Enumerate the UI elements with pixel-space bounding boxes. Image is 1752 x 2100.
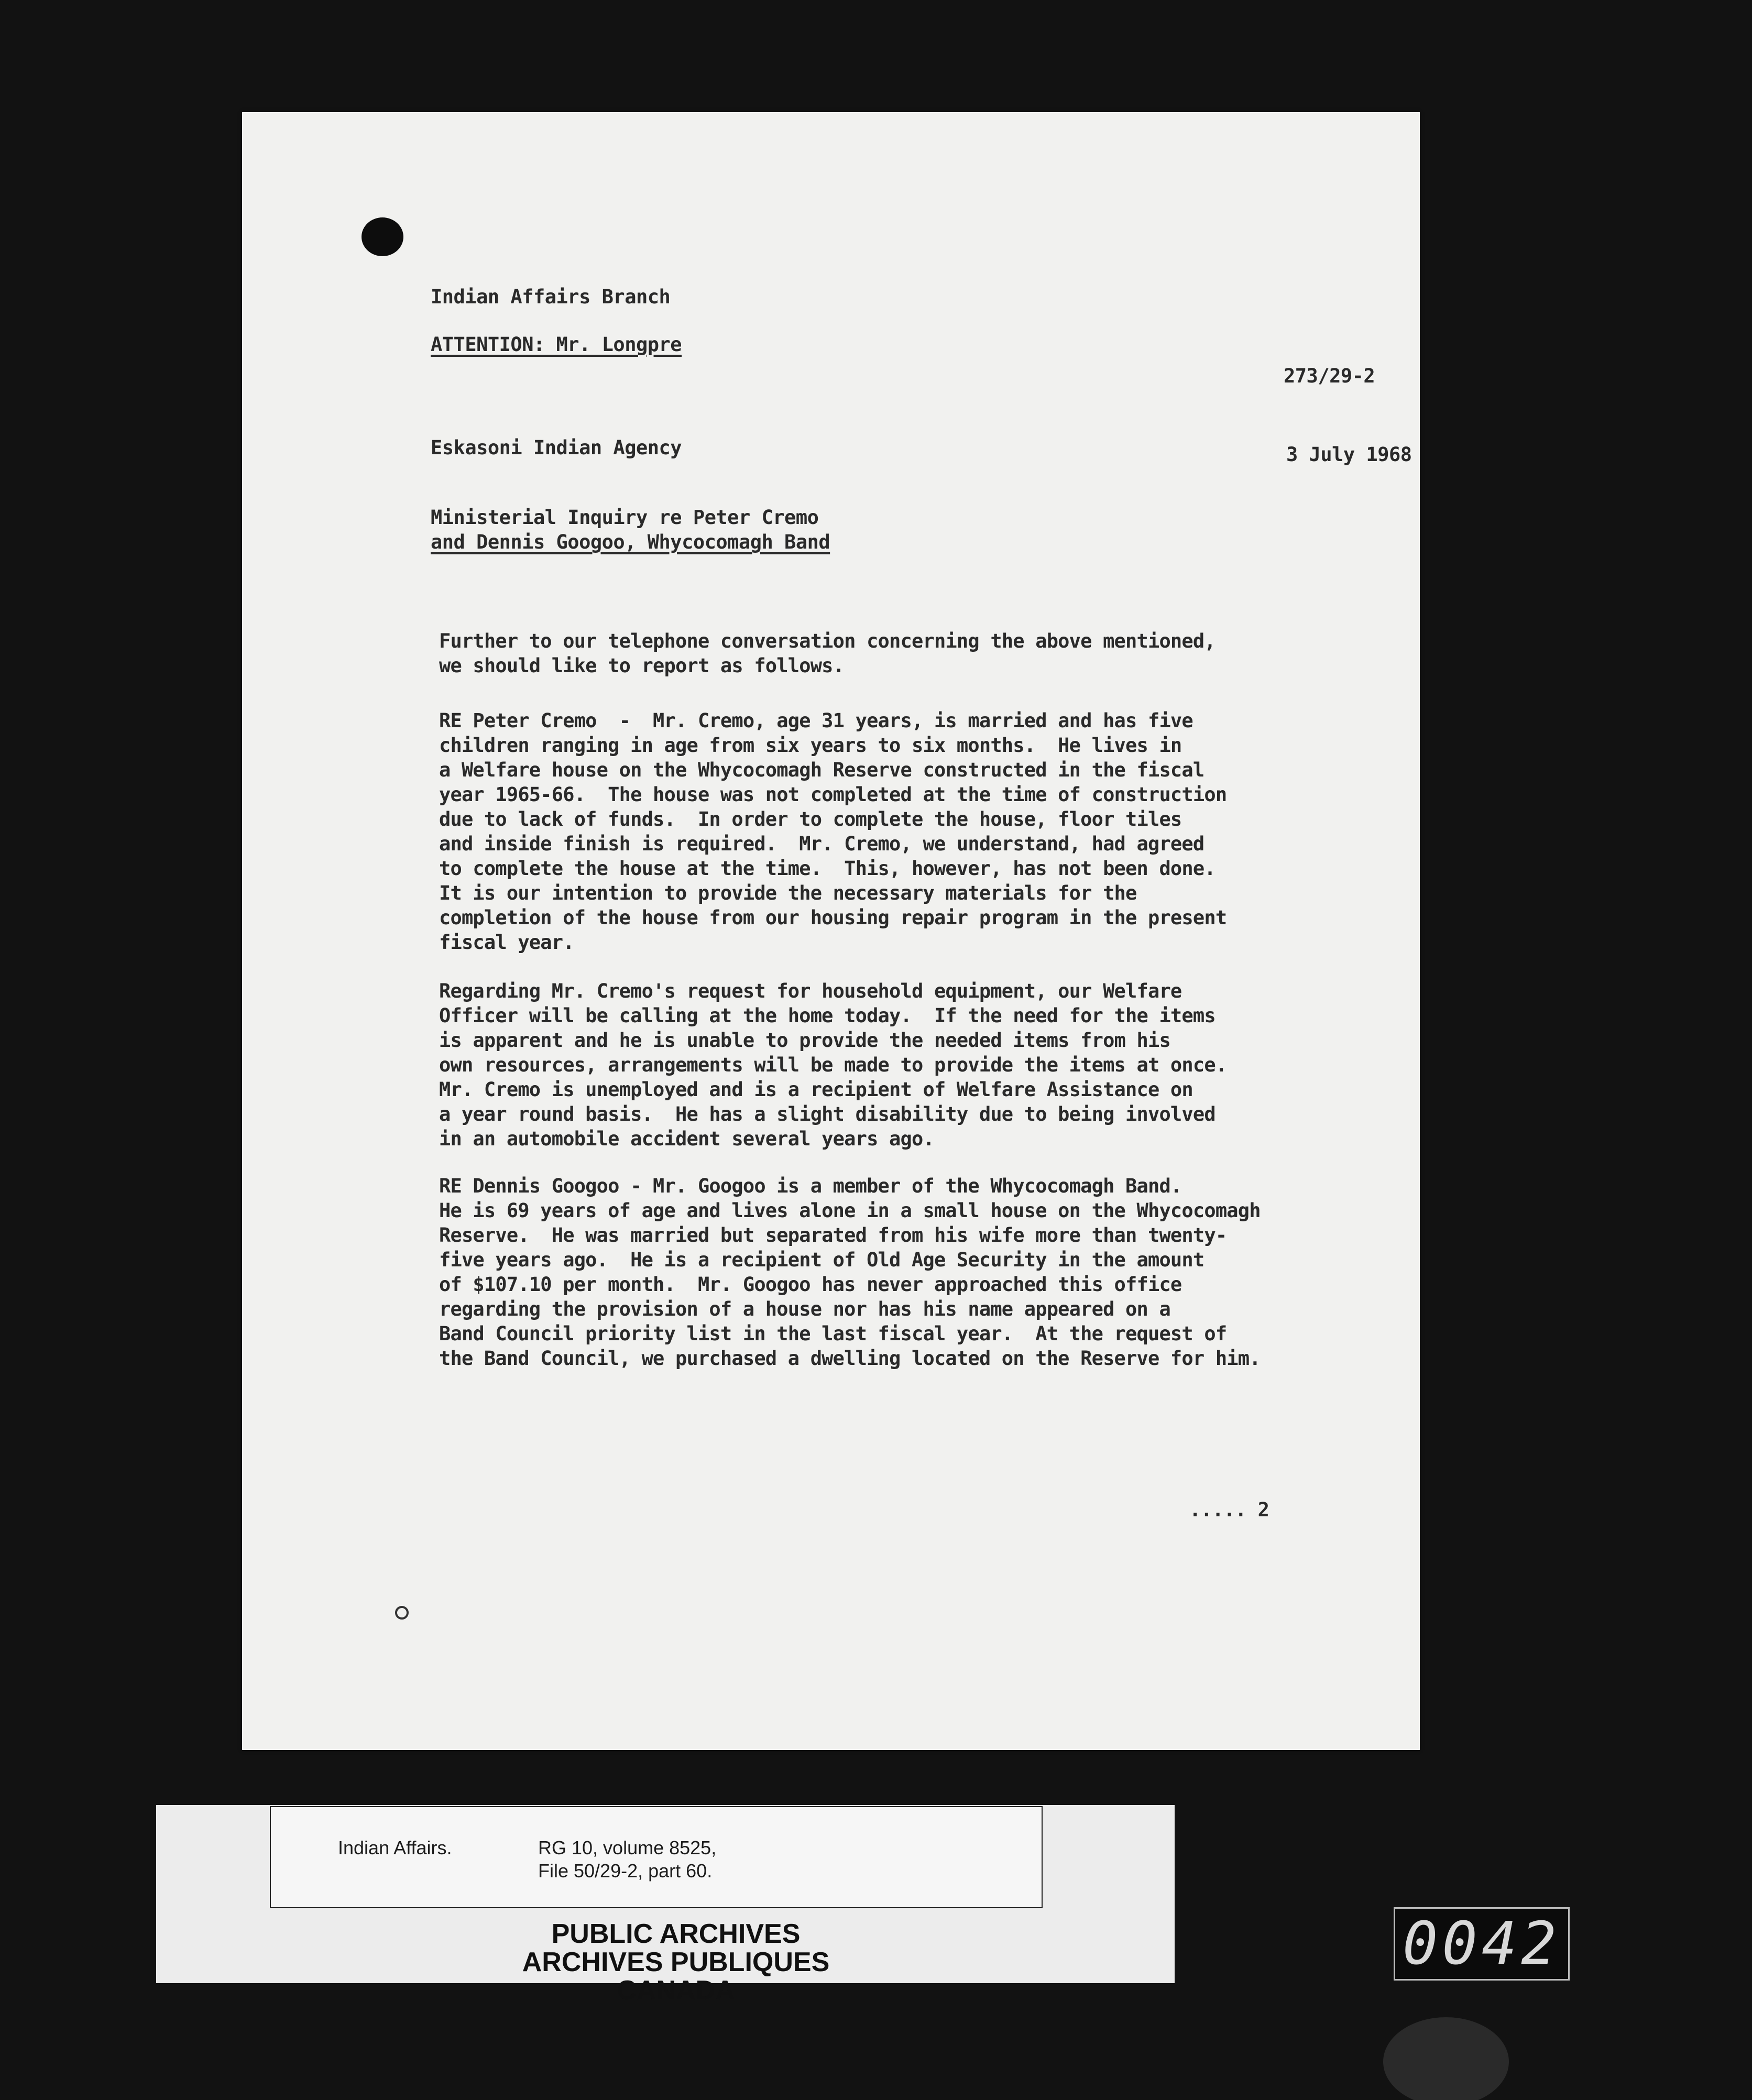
- text-line: It is our intention to provide the necessary materials for the: [439, 882, 1137, 904]
- archives-stamp: [472, 1920, 880, 2005]
- text-line: Mr. Cremo is unemployed and is a recipient of Welfare Assistance on: [439, 1078, 1193, 1101]
- text-line: Officer will be calling at the home today. If the need for the items: [439, 1004, 1216, 1027]
- archive-reference-2: File 50/29-2, part 60.: [538, 1860, 713, 1882]
- text-line: children ranging in age from six years to six months. He lives in: [439, 734, 1182, 757]
- text-line: Regarding Mr. Cremo's request for household equipment, our Welfare: [439, 980, 1182, 1002]
- text-line: in an automobile accident several years ago.: [439, 1128, 934, 1150]
- paragraph-intro: [439, 629, 1377, 678]
- stamp-line: CANADA: [617, 1975, 735, 2006]
- subject-line-2: and Dennis Googoo, Whycocomagh Band: [431, 531, 830, 553]
- page-continuation: ..... 2: [1189, 1499, 1269, 1521]
- text-line: to complete the house at the time. This, however, has not been done.: [439, 857, 1216, 880]
- letter-date: 3 July 1968: [1286, 443, 1412, 466]
- text-line: RE Dennis Googoo - Mr. Googoo is a member of the Whycocomagh Band.: [439, 1175, 1182, 1197]
- sender-agency: Eskasoni Indian Agency: [431, 436, 682, 459]
- text-line: He is 69 years of age and lives alone in a small house on the Whycocomagh: [439, 1199, 1261, 1222]
- text-line: five years ago. He is a recipient of Old Age Security in the amount: [439, 1249, 1204, 1271]
- punch-hole: [362, 217, 403, 256]
- text-line: due to lack of funds. In order to complete the house, floor tiles: [439, 808, 1182, 830]
- text-line: and inside finish is required. Mr. Cremo, we understand, had agreed: [439, 833, 1204, 855]
- text-line: the Band Council, we purchased a dwelling located on the Reserve for him.: [439, 1347, 1261, 1370]
- text-line: own resources, arrangements will be made to provide the items at once.: [439, 1054, 1227, 1076]
- recipient-branch: Indian Affairs Branch: [431, 286, 671, 308]
- text-line: we should like to report as follows.: [439, 654, 845, 677]
- stamp-line: ARCHIVES PUBLIQUES: [522, 1947, 830, 1977]
- collection-name: Indian Affairs.: [338, 1837, 452, 1858]
- frame-number: 0042: [1394, 1907, 1570, 1981]
- text-line: RE Peter Cremo - Mr. Cremo, age 31 years, is married and has five: [439, 709, 1193, 732]
- paragraph-household-equipment: [439, 979, 1377, 1151]
- text-line: regarding the provision of a house nor has his name appeared on a: [439, 1298, 1170, 1320]
- paragraph-dennis-googoo: [439, 1174, 1377, 1371]
- stamp-line: PUBLIC ARCHIVES: [551, 1919, 801, 1949]
- text-line: year 1965-66. The house was not completed at the time of construction: [439, 783, 1227, 806]
- paragraph-peter-cremo: [439, 708, 1377, 955]
- film-reel-mark: [1383, 2017, 1509, 2100]
- archive-reference-1: RG 10, volume 8525,: [538, 1837, 717, 1858]
- text-line: is apparent and he is unable to provide the needed items from his: [439, 1029, 1170, 1052]
- punch-mark: [395, 1606, 409, 1620]
- text-line: completion of the house from our housing repair program in the present: [439, 906, 1227, 929]
- text-line: Band Council priority list in the last fiscal year. At the request of: [439, 1322, 1227, 1345]
- subject-line-1: Ministerial Inquiry re Peter Cremo: [431, 506, 819, 529]
- text-line: fiscal year.: [439, 931, 574, 954]
- text-line: Reserve. He was married but separated from his wife more than twenty-: [439, 1224, 1227, 1246]
- text-line: of $107.10 per month. Mr. Googoo has never approached this office: [439, 1273, 1182, 1296]
- attention-line: ATTENTION: Mr. Longpre: [431, 333, 682, 356]
- text-line: Further to our telephone conversation concerning the above mentioned,: [439, 630, 1216, 652]
- text-line: a year round basis. He has a slight disability due to being involved: [439, 1103, 1216, 1125]
- text-line: a Welfare house on the Whycocomagh Reserve constructed in the fiscal: [439, 759, 1204, 781]
- file-number: 273/29-2: [1284, 365, 1375, 387]
